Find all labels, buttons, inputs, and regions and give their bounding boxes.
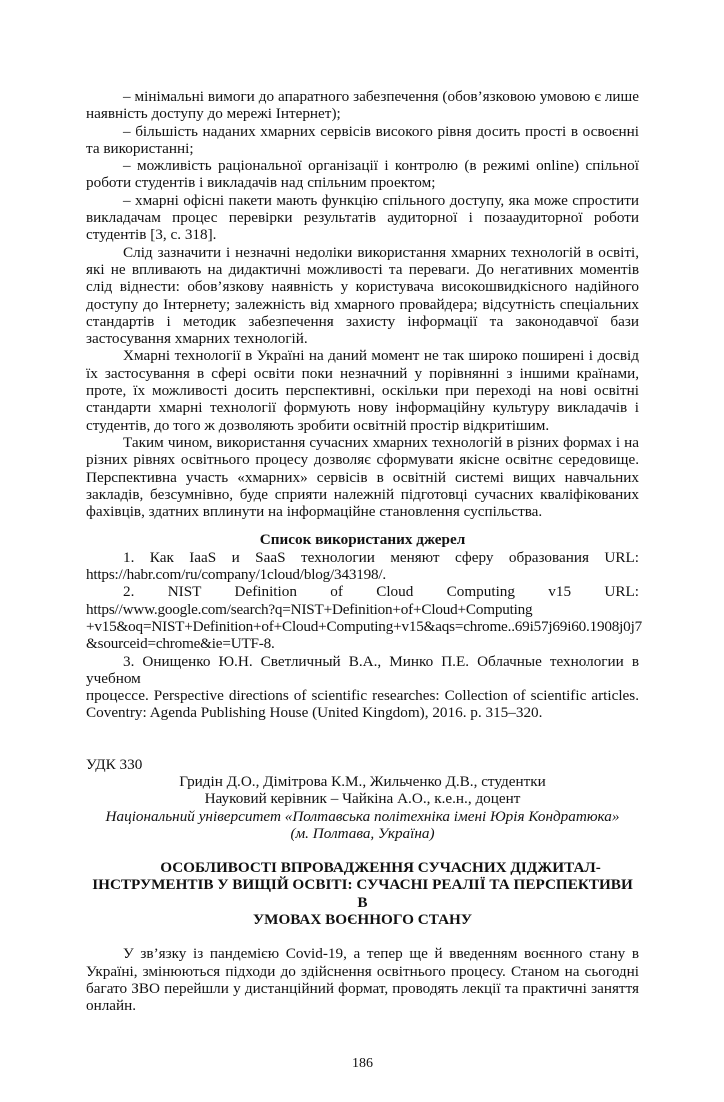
bullet-item: – більшість наданих хмарних сервісів високого рівня досить прості в освоєнні та використанні; — [86, 122, 639, 157]
paragraph: Слід зазначити і незначні недоліки використання хмарних технологій в освіті, які не впливають на дидактичні можливості та переваги. До негативних моментів слід віднести: обов’язкову наявність у користувача високошвидкісного надійного доступу до Інтернету; залежність від хмарного провайдера; відсутність спеціальних стандартів і методик забезпечення захисту інформації та законодавчої бази застосування хмарних технологій. — [86, 243, 639, 348]
udk-code: УДК 330 — [86, 755, 143, 773]
authors: Гридін Д.О., Дімітрова К.М., Жильченко Д.В., студентки — [179, 772, 546, 790]
bullet-item: – можливість раціональної організації і контролю (в режимі online) спільної роботи студентів і викладачів над спільним проектом; — [86, 157, 639, 192]
reference-item — [86, 549, 639, 584]
reference-url: +v15&oq=NIST+Definition+of+Cloud+Computing+v15&aqs=chrome..69i57j69i60.1908j0j7 — [86, 617, 642, 635]
reference-url: https//www.google.com/search?q=NIST+Definition+of+Cloud+Computing — [86, 600, 533, 618]
paragraph: Таким чином, використання сучасних хмарних технологій в різних формах і на різних рівнях освітнього процесу дозволяє сформувати якісне освітнє середовище. Перспективна участь «хмарних» сервісів в освітній системі вищих навчальних закладів, безсумнівно, буде сприяти належній підготовці сучасних кваліфікованих фахівців, здатних вплинути на інформаційне становлення суспільства. — [86, 433, 639, 521]
bullet-item: – хмарні офісні пакети мають функцію спільного доступу, яка може спростити викладачам процес перевірки результатів аудиторної і позааудиторної роботи студентів [3, с. 318]. — [86, 191, 639, 244]
reference-line: 1. Как IaaS и SaaS технологии меняют сферу образования URL: — [123, 548, 639, 566]
reference-url: https://habr.com/ru/company/1cloud/blog/343198/. — [86, 566, 387, 584]
article-body: У зв’язку із пандемією Covid-19, а тепер ще й введенням воєнного стану в Україні, змінюються підходи до здійснення освітнього процесу. Станом на сьогодні багато ЗВО перейшли у дистанційний формат, проводять лекції та практичні заняття онлайн. — [86, 945, 639, 1015]
reference-line: 2. NIST Definition of Cloud Computing v15 URL: — [123, 583, 639, 601]
article-title — [86, 859, 639, 928]
title-line: ОСОБЛИВОСТІ ВПРОВАДЖЕННЯ СУЧАСНИХ ДІДЖИТАЛ- — [160, 859, 601, 877]
title-line: УМОВАХ ВОЄННОГО СТАНУ — [252, 911, 473, 929]
document-page — [86, 0, 642, 1102]
references-heading: Список використаних джерел — [259, 531, 466, 549]
reference-line: Coventry: Agenda Publishing House (United Kingdom), 2016. p. 315–320. — [86, 704, 543, 722]
location: (м. Полтава, Україна) — [290, 824, 435, 842]
page-number: 186 — [352, 1055, 373, 1071]
title-line: ІНСТРУМЕНТІВ У ВИЩІЙ ОСВІТІ: СУЧАСНІ РЕАЛІЇ ТА ПЕРСПЕКТИВИ В — [92, 876, 633, 911]
reference-item — [86, 653, 639, 722]
reference-url: &sourceid=chrome&ie=UTF-8. — [86, 635, 275, 653]
institution: Національний університет «Полтавська політехніка імені Юрія Кондратюка» — [105, 807, 620, 825]
paragraph: Хмарні технології в Україні на даний момент не так широко поширені і досвід їх застосування в сфері освіти поки незначний у порівнянні з іншими країнами, проте, їх можливості досить перспективні, оскільки при переході на нові освітні стандарти хмарні технології формують нову інформаційну культуру викладачів і студентів, до того ж дозволяють зробити освітній простір відкритішим. — [86, 347, 639, 434]
supervisor: Науковий керівник – Чайкіна А.О., к.е.н., доцент — [204, 790, 521, 808]
reference-item — [86, 583, 642, 653]
bullet-item: – мінімальні вимоги до апаратного забезпечення (обов’язковою умовою є лише наявність доступу до мережі Інтернет); — [86, 88, 639, 123]
reference-line: процессе. Perspective directions of scientific researches: Collection of scientific articles. — [86, 687, 639, 705]
reference-line: 3. Онищенко Ю.Н. Светличный В.А., Минко П.Е. Облачные технологии в учебном — [86, 652, 639, 687]
